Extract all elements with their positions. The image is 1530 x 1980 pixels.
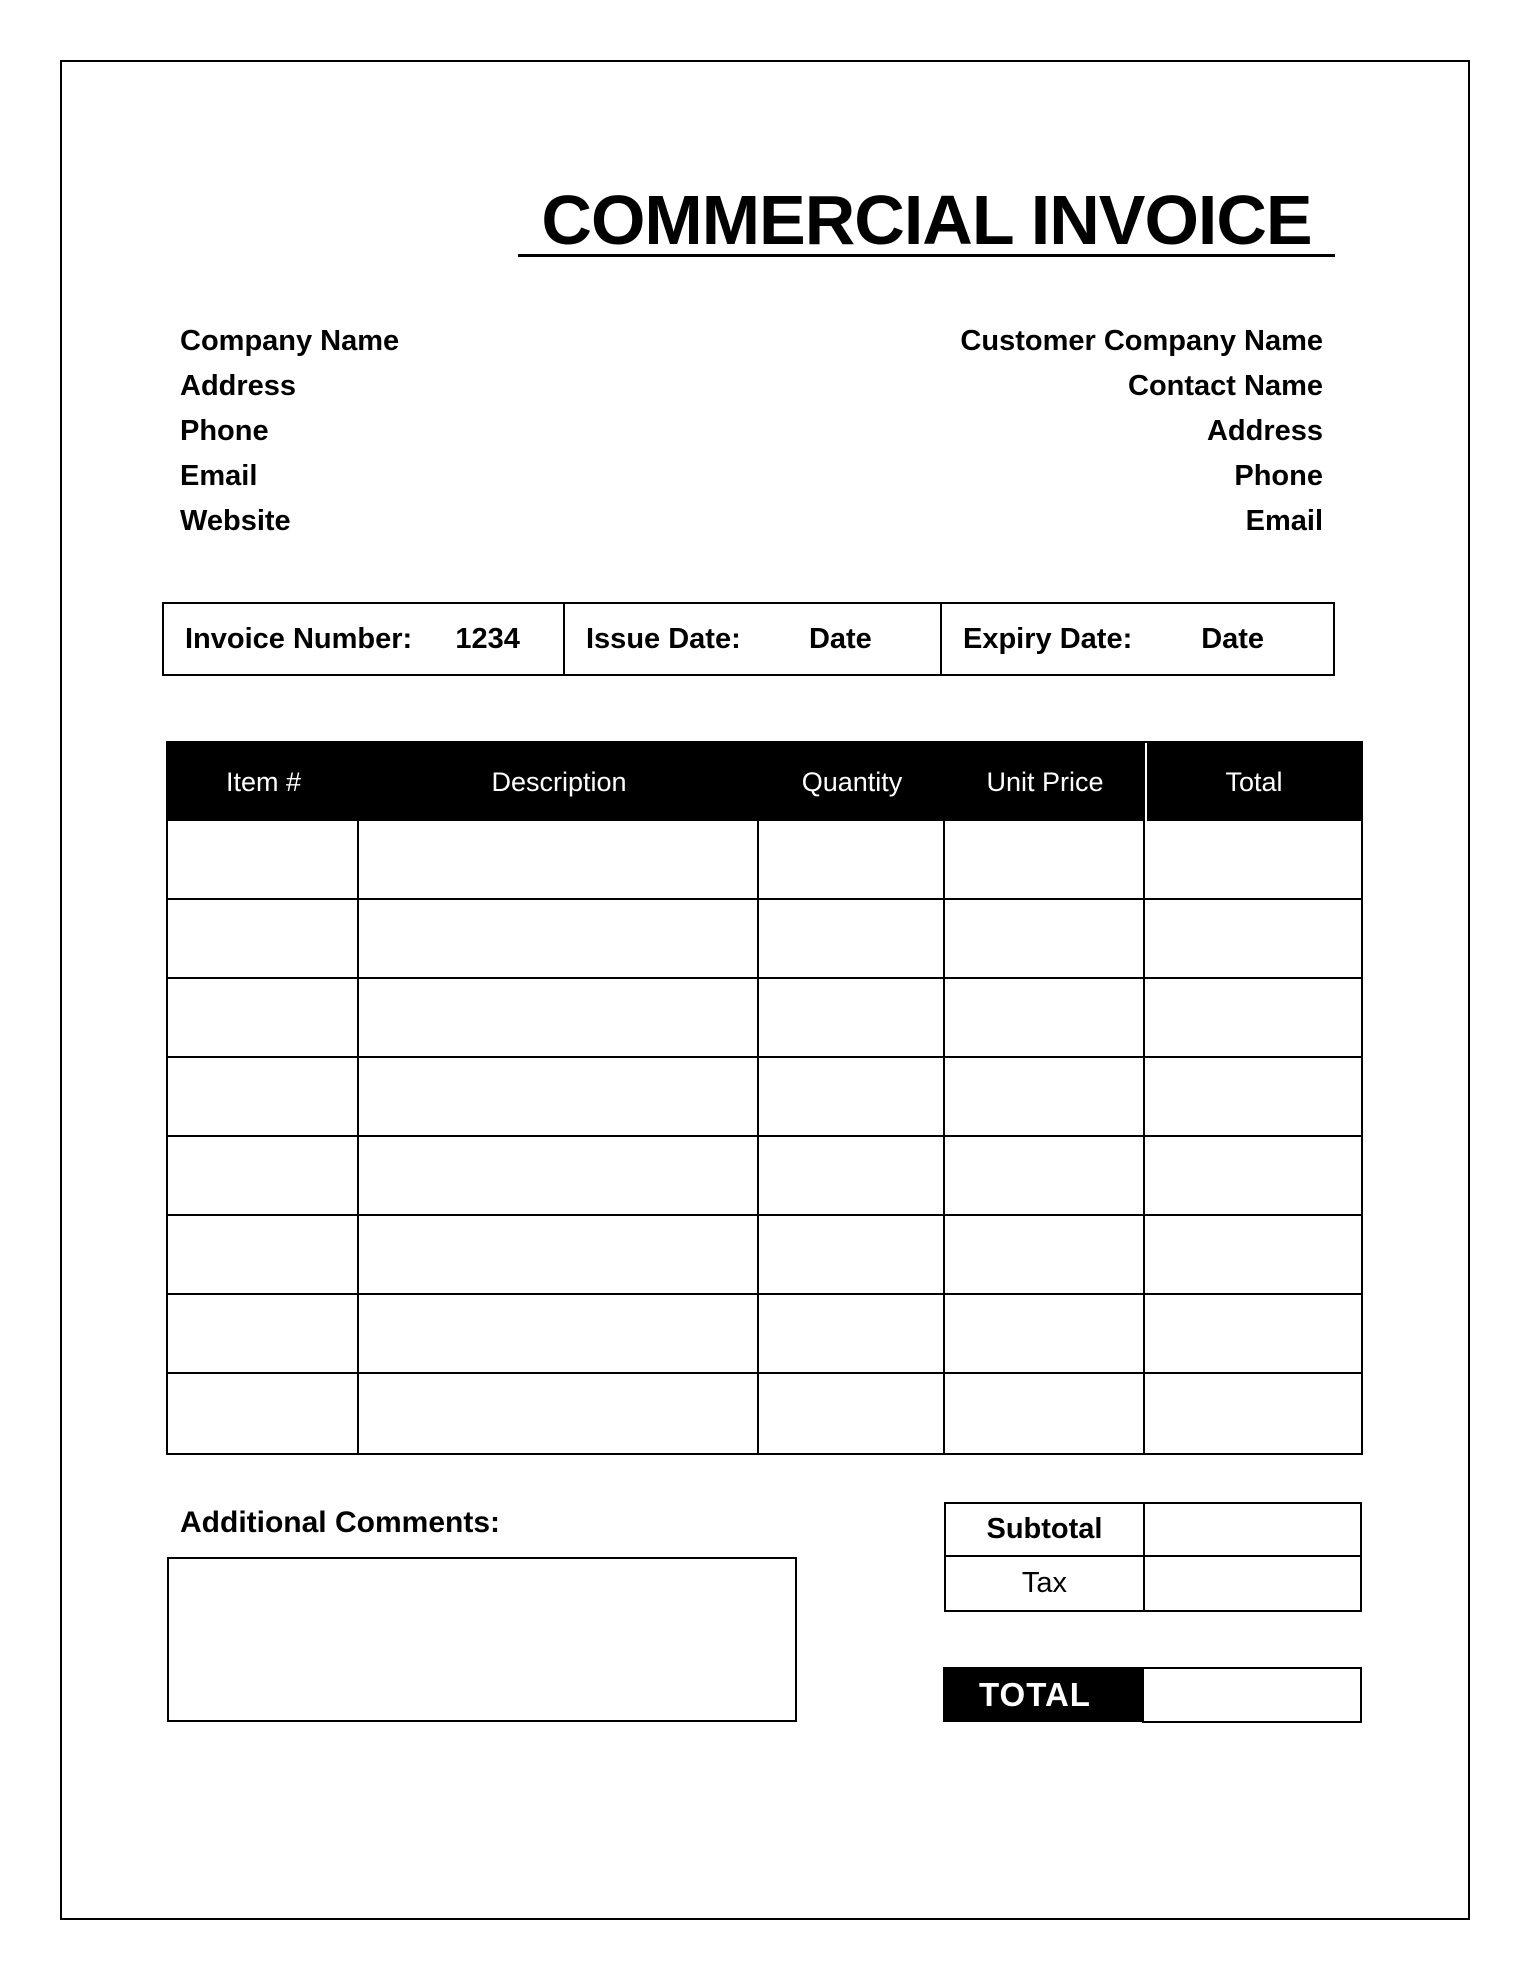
items-table-header [168,743,1361,821]
item-cell[interactable] [759,900,945,977]
item-cell[interactable] [759,979,945,1056]
item-cell[interactable] [1145,979,1361,1056]
document-title: COMMERCIAL INVOICE [518,183,1335,257]
grand-total-value[interactable] [1142,1667,1362,1723]
subtotal-row [946,1504,1360,1557]
invoice-meta-bar [162,602,1335,676]
seller-email: Email [180,460,258,492]
item-cell[interactable] [168,1216,359,1293]
expiry-date-value[interactable]: Date [1201,622,1265,655]
customer-address: Address [1206,415,1323,447]
item-cell[interactable] [1145,1216,1361,1293]
seller-phone: Phone [180,415,269,447]
additional-comments-box[interactable] [167,1557,797,1722]
item-cell[interactable] [759,1295,945,1372]
subtotal-value[interactable] [1145,1504,1360,1555]
column-header-unit-price: Unit Price [986,766,1104,797]
seller-company-name: Company Name [180,325,400,357]
item-cell[interactable] [945,1295,1145,1372]
tax-label: Tax [946,1557,1145,1610]
item-cell[interactable] [759,1374,945,1453]
item-row [168,821,1361,900]
item-row [168,979,1361,1058]
item-cell[interactable] [759,1216,945,1293]
item-cell[interactable] [168,1295,359,1372]
item-cell[interactable] [359,1374,759,1453]
column-header-total: Total [1145,743,1361,821]
item-row [168,900,1361,979]
expiry-date-label: Expiry Date: [963,622,1133,655]
item-cell[interactable] [168,821,359,898]
item-cell[interactable] [359,1137,759,1214]
summary-box [944,1502,1362,1612]
item-cell[interactable] [359,900,759,977]
item-row [168,1058,1361,1137]
subtotal-label: Subtotal [946,1504,1145,1555]
seller-website: Website [180,505,291,537]
item-cell[interactable] [359,1295,759,1372]
item-row [168,1216,1361,1295]
item-cell[interactable] [168,1374,359,1453]
customer-info-block [803,319,1323,544]
tax-value[interactable] [1145,1557,1360,1610]
item-cell[interactable] [1145,821,1361,898]
item-cell[interactable] [168,1137,359,1214]
invoice-number-value[interactable]: 1234 [455,622,520,655]
item-cell[interactable] [359,1216,759,1293]
seller-address: Address [180,370,297,402]
item-cell[interactable] [359,1058,759,1135]
column-header-description: Description [491,766,627,797]
item-cell[interactable] [1145,1058,1361,1135]
customer-phone: Phone [1234,460,1323,492]
column-header-quantity: Quantity [801,766,903,797]
invoice-number-cell [164,604,563,674]
item-cell[interactable] [168,979,359,1056]
item-cell[interactable] [759,821,945,898]
items-table-body [168,821,1361,1453]
item-cell[interactable] [945,1216,1145,1293]
item-cell[interactable] [945,1374,1145,1453]
item-cell[interactable] [759,1137,945,1214]
seller-info-block [180,319,700,544]
customer-company-name: Customer Company Name [960,325,1323,357]
item-cell[interactable] [359,821,759,898]
item-cell[interactable] [945,1137,1145,1214]
issue-date-label: Issue Date: [586,622,741,655]
column-header-item-number: Item # [225,766,302,797]
expiry-date-cell [940,604,1333,674]
item-cell[interactable] [945,1058,1145,1135]
item-row [168,1137,1361,1216]
item-row [168,1374,1361,1453]
item-cell[interactable] [1145,1137,1361,1214]
item-cell[interactable] [945,979,1145,1056]
item-cell[interactable] [359,979,759,1056]
items-table [166,741,1363,1455]
invoice-number-label: Invoice Number: [185,622,413,655]
item-cell[interactable] [945,821,1145,898]
item-cell[interactable] [168,900,359,977]
tax-row [946,1557,1360,1610]
item-cell[interactable] [1145,1374,1361,1453]
item-cell[interactable] [168,1058,359,1135]
item-cell[interactable] [945,900,1145,977]
item-row [168,1295,1361,1374]
customer-email: Email [1245,505,1323,537]
issue-date-value[interactable]: Date [808,622,872,655]
item-cell[interactable] [1145,1295,1361,1372]
additional-comments-label: Additional Comments: [180,1506,500,1539]
item-cell[interactable] [759,1058,945,1135]
item-cell[interactable] [1145,900,1361,977]
issue-date-cell [563,604,940,674]
customer-contact-name: Contact Name [1128,370,1323,402]
grand-total-label: TOTAL [943,1667,1142,1722]
